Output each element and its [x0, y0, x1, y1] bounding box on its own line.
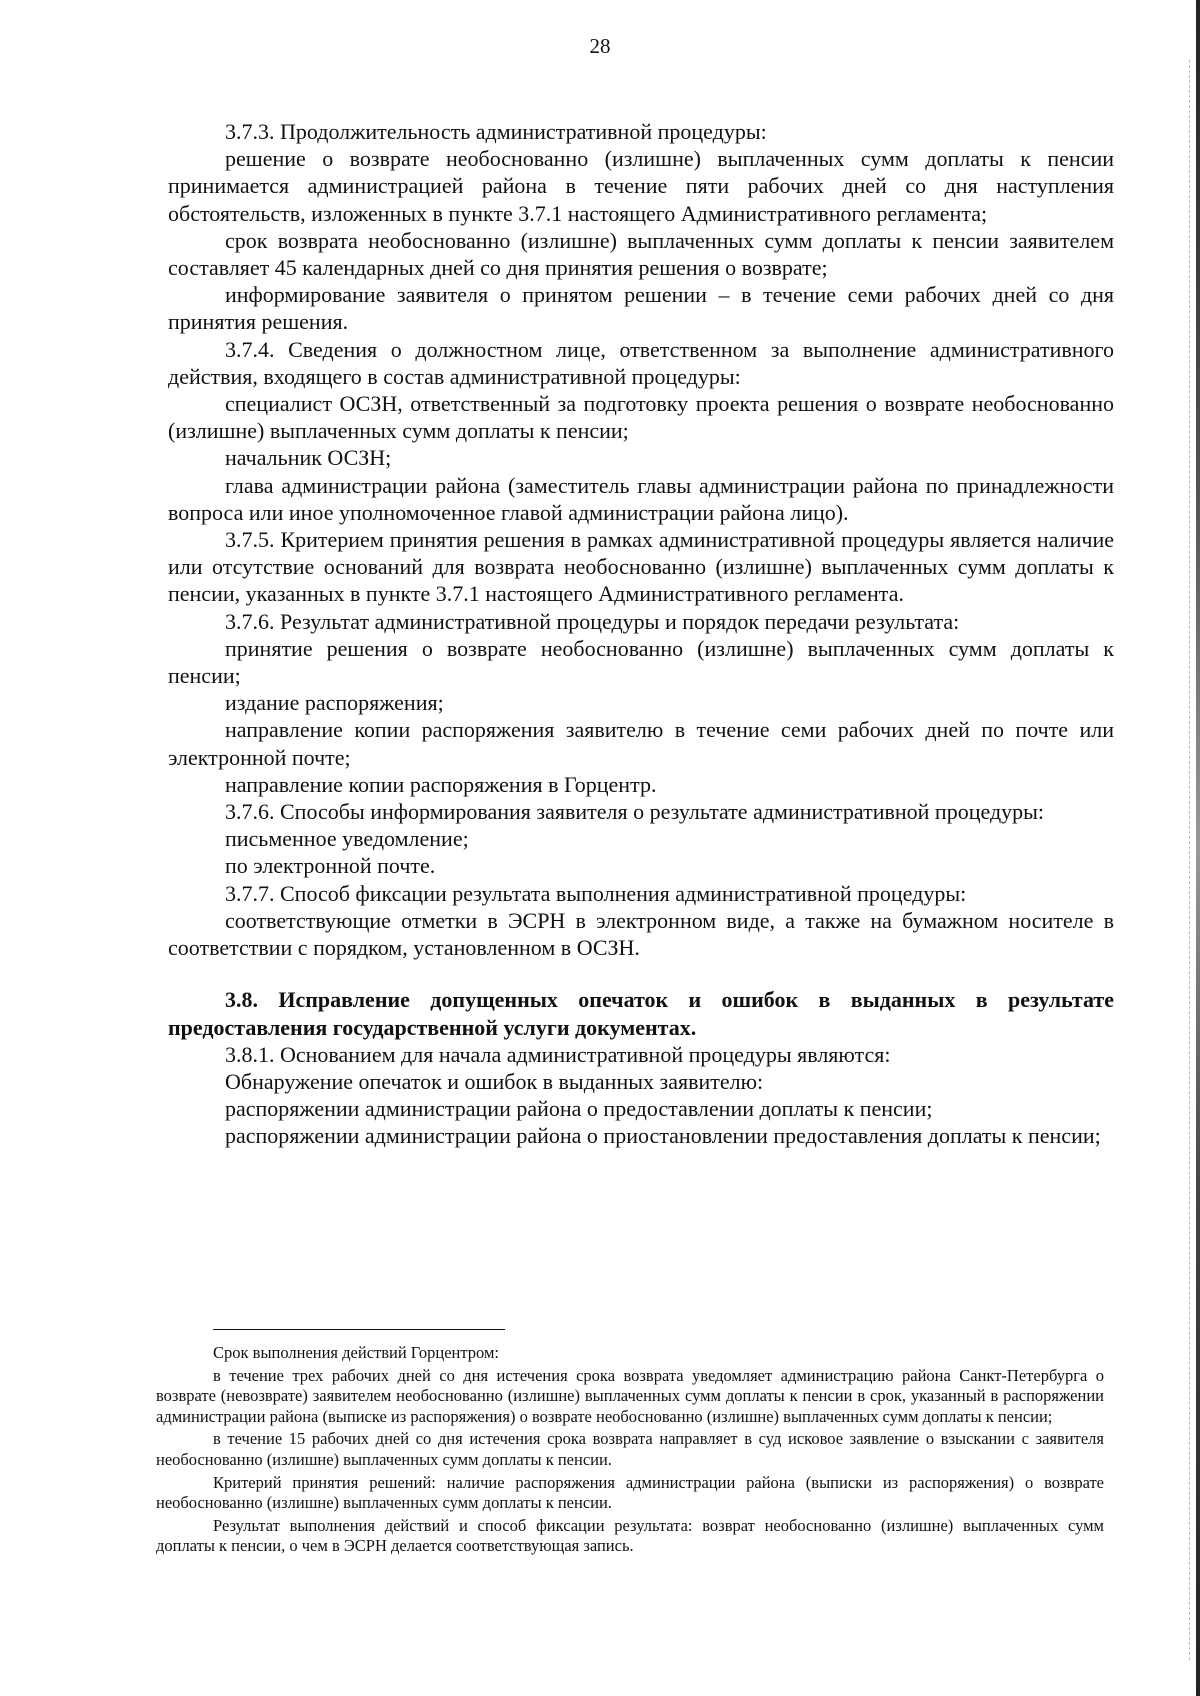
paragraph-3-7-6: 3.7.6. Результат административной процедуры и порядок передачи результата: [225, 608, 960, 634]
paragraph: специалист ОСЗН, ответственный за подготовку проекта решения о возврате необоснованно (излишне) выплаченных сумм доплаты к пенсии; [168, 391, 1114, 444]
footnote: Срок выполнения действий Горцентром: [213, 1343, 500, 1362]
paragraph: распоряжении администрации района о приостановлении предоставления доплаты к пенсии; [225, 1123, 1101, 1149]
section-heading-3-8: 3.8. Исправление допущенных опечаток и ошибок в выданных в результате предоставления государственной услуги документах. [168, 987, 1114, 1040]
footnote: в течение 15 рабочих дней со дня истечения срока возврата направляет в суд исковое заявление о взыскании с заявителя необоснованно (излишне) выплаченных сумм доплаты к пенсии. [156, 1429, 1104, 1469]
footnote: Критерий принятия решений: наличие распоряжения администрации района (выписки из распоряжения) о возврате необоснованно (излишне) выплаченных сумм доплаты к пенсии. [156, 1472, 1104, 1513]
paragraph: соответствующие отметки в ЭСРН в электронном виде, а также на бумажном носителе в соответствии с порядком, установленном в ОСЗН. [168, 907, 1114, 961]
paragraph: решение о возврате необоснованно (излишне) выплаченных сумм доплаты к пенсии принимается администрацией района в течение пяти рабочих дней со дня наступления обстоятельств, изложенных в пункте 3.7.1 настоящего Административного регламента; [168, 146, 1114, 226]
footnotes [156, 1343, 1104, 1559]
paragraph: направление копии распоряжения заявителю в течение семи рабочих дней по почте или электронной почте; [168, 717, 1114, 770]
paragraph: издание распоряжения; [225, 690, 444, 716]
paragraph: по электронной почте. [225, 853, 436, 879]
footnote: Результат выполнения действий и способ фиксации результата: возврат необоснованно (излишне) выплаченных сумм доплаты к пенсии, о чем в ЭСРН делается соответствующая запись. [156, 1515, 1104, 1556]
paragraph-3-7-7: 3.7.7. Способ фиксации результата выполнения административной процедуры: [225, 880, 967, 906]
paragraph-3-8-1: 3.8.1. Основанием для начала административной процедуры являются: [225, 1041, 891, 1067]
paragraph: принятие решения о возврате необоснованно (излишне) выплаченных сумм доплаты к пенсии; [168, 635, 1114, 689]
footnote-separator [213, 1329, 505, 1330]
document-body [168, 118, 1114, 1150]
scan-edge-noise [1188, 60, 1190, 1660]
paragraph: направление копии распоряжения в Горцентр. [225, 771, 657, 797]
paragraph: Обнаружение опечаток и ошибок в выданных заявителю: [225, 1068, 764, 1094]
paragraph-3-7-5: 3.7.5. Критерием принятия решения в рамках административной процедуры является наличие или отсутствие оснований для возврата необоснованно (излишне) выплаченных сумм доплаты к пенсии, указанных в пункте 3.7.1 настоящего Административного регламента. [168, 527, 1114, 607]
paragraph: начальник ОСЗН; [225, 445, 392, 471]
paragraph: глава администрации района (заместитель главы администрации района по принадлежности вопроса или иное уполномоченное главой администрации района лицо). [168, 472, 1114, 525]
page-number: 28 [589, 34, 611, 58]
paragraph: срок возврата необоснованно (излишне) выплаченных сумм доплаты к пенсии заявителем составляет 45 календарных дней со дня принятия решения о возврате; [168, 227, 1114, 281]
paragraph-3-7-6-b: 3.7.6. Способы информирования заявителя о результате административной процедуры: [225, 799, 1045, 825]
paragraph: письменное уведомление; [225, 826, 469, 852]
scan-edge [1196, 0, 1200, 1696]
footnote: в течение трех рабочих дней со дня истечения срока возврата уведомляет администрацию района Санкт-Петербурга о возврате (невозврате) заявителем необоснованно (излишне) выплаченных сумм доплаты к пенсии в срок, указанный в распоряжении администрации района (выписке из распоряжения) о возврате необоснованно (излишне) выплаченных сумм доплаты к пенсии; [156, 1365, 1104, 1426]
paragraph-3-7-4: 3.7.4. Сведения о должностном лице, ответственном за выполнение административного действия, входящего в состав административной процедуры: [168, 336, 1114, 389]
paragraph: информирование заявителя о принятом решении – в течение семи рабочих дней со дня принятия решения. [168, 282, 1114, 335]
paragraph: распоряжении администрации района о предоставлении доплаты к пенсии; [225, 1096, 933, 1122]
paragraph-3-7-3: 3.7.3. Продолжительность административной процедуры: [225, 119, 767, 144]
